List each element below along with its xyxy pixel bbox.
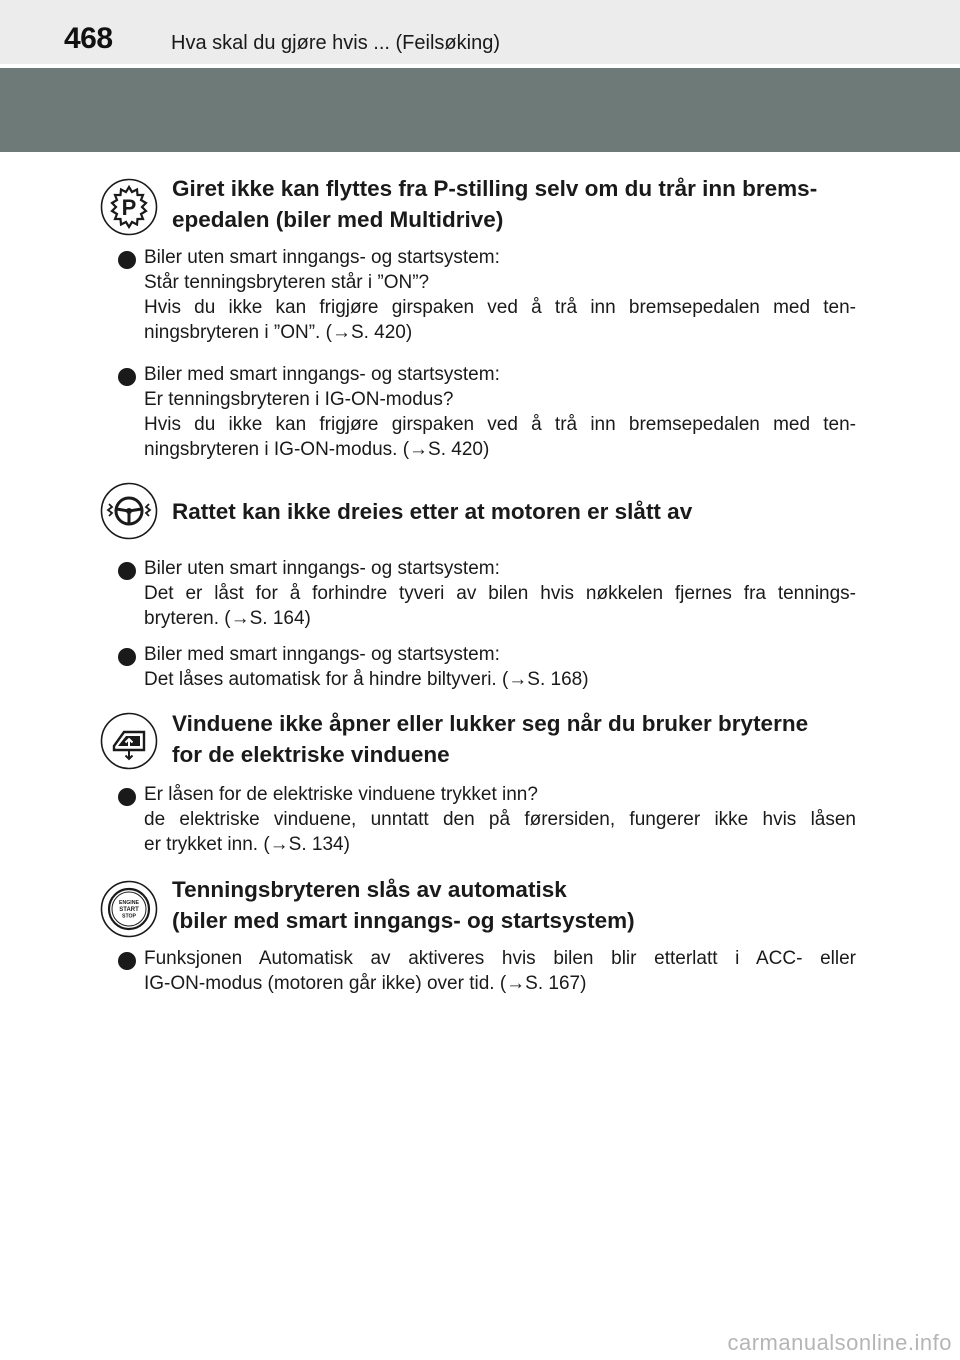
page-number: 468: [64, 22, 113, 55]
bullet-icon: [118, 648, 136, 666]
bullet-icon: [118, 562, 136, 580]
section-title: Rattet kan ikke dreies etter at motoren er slått av: [172, 499, 693, 524]
svg-text:P: P: [121, 195, 137, 220]
shift-p-gear-icon: [100, 178, 158, 236]
section-title: Giret ikke kan flyttes fra P-stilling selv om du trår inn brems- epedalen (biler med Multidrive): [172, 176, 818, 232]
steering-lock-icon: [100, 482, 158, 540]
section-title: Vinduene ikke åpner eller lukker seg når du bruker bryterne for de elektriske vinduene: [172, 711, 809, 767]
bullet-icon: [118, 368, 136, 386]
page-header: [0, 0, 960, 64]
bullet-icon: [118, 788, 136, 806]
svg-text:START: START: [119, 907, 139, 913]
watermark: carmanualsonline.info: [727, 1330, 952, 1355]
svg-text:STOP: STOP: [121, 913, 137, 920]
bullet-icon: [118, 251, 136, 269]
power-window-icon: [100, 712, 158, 770]
bullet-icon: [118, 952, 136, 970]
section-title: Tenningsbryteren slås av automatisk (biler med smart inngangs- og startsystem): [172, 877, 635, 933]
header-title: Hva skal du gjøre hvis ... (Feilsøking): [171, 32, 500, 54]
engine-start-stop-icon: [100, 880, 158, 938]
svg-text:ENGINE: ENGINE: [119, 900, 139, 906]
header-band: [0, 68, 960, 152]
